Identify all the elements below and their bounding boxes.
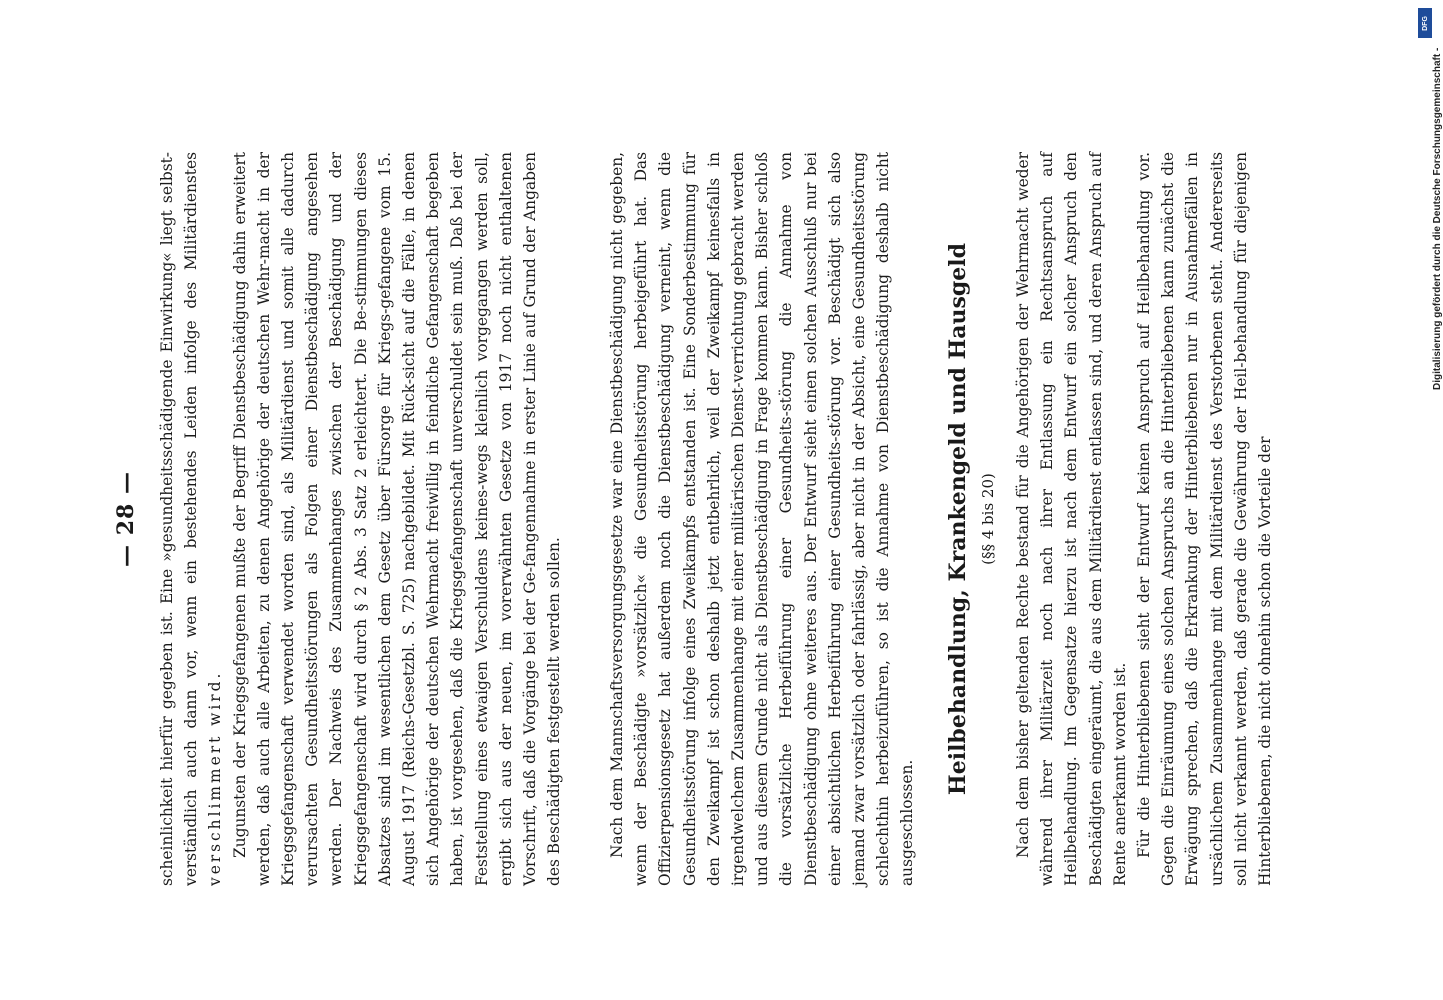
text-block-2	[605, 152, 920, 886]
dfg-logo	[1418, 8, 1432, 38]
page-number: — 28 —	[113, 471, 139, 567]
paragraph-text: scheinlichkeit hierfür gegeben ist. Eine »gesundheitsschädigende Einwirkung« liegt selbst-verständlich auch dann vor, wenn ein bestehendes Leiden infolge des Militärdienstes	[158, 152, 201, 886]
section-subheading: (§§ 4 bis 20)	[979, 473, 997, 565]
paragraph: Nach dem Mannschaftsversorgungsgesetze war eine Dienstbeschädigung nicht gegeben, wenn der Beschädigte »vorsätzlich« die Gesundheitsstörung herbeigeführt hat. Das Offizierpensionsgesetz hat außerdem noch die Dienstbeschädigung verneint, wenn die Gesundheitsstörung infolge eines Zweikampfs entstanden ist. Eine Sonderbestimmung für den Zweikampf ist schon deshalb jetzt entbehrlich, weil der Zweikampf keinesfalls in irgendwelchem Zusammenhange mit einer militärischen Dienst-verrichtung gebracht werden und aus diesem Grunde nicht als Dienstbeschädigung in Frage kommen kann. Bisher schloß die vorsätzliche Herbeiführung einer Gesundheits-störung die Annahme von Dienstbeschädigung ohne weiteres aus. Der Entwurf sieht einen solchen Ausschluß nur bei einer absichtlichen Herbeiführung einer Gesundheits-störung vor. Beschädigt sich also jemand zwar vorsätzlich oder fahrlässig, aber nicht in der Absicht, eine Gesundheitsstörung schlechthin herbeizuführen, so ist die Annahme von Dienstbeschädigung deshalb nicht ausgeschlossen.	[608, 152, 917, 886]
rotated-document-page	[113, 152, 1285, 886]
text-block-1	[155, 152, 566, 886]
spaced-emphasis: verschlimmert wird.	[206, 670, 225, 886]
paragraph	[155, 152, 228, 886]
digitization-credit: Digitalisierung gefördert durch die Deutsche Forschungsgemeinschaft -	[1432, 47, 1443, 390]
paragraph: Für die Hinterbliebenen sieht der Entwurf keinen Anspruch auf Heilbehandlung vor. Gegen die Einräumung eines solchen Anspruchs an die Hinterbliebenen kann zunächst die Erwägung sprechen, daß die Erkrankung der Hinterbliebenen nur in Ausnahmefällen in ursächlichem Zusammenhange mit dem Militärdienst des Verstorbenen steht. Andererseits soll nicht verkannt werden, daß gerade die Gewährung der Heil-behandlung für diejenigen Hinterbliebenen, die nicht ohnehin schon die Vorteile der	[1135, 152, 1275, 886]
text-block-3	[1011, 152, 1277, 886]
paragraph: Nach dem bisher geltenden Rechte bestand für die Angehörigen der Wehrmacht weder während ihrer Militärzeit noch nach ihrer Entlassung ein Rechtsanspruch auf Heilbehandlung. Im Gegensatze hierzu ist nach dem Entwurf ein solcher Anspruch den Beschädigten eingeräumt, die aus dem Militärdienst entlassen sind, und deren Anspruch auf Rente anerkannt worden ist.	[1014, 152, 1129, 886]
paragraph: Zugunsten der Kriegsgefangenen mußte der Begriff Dienstbeschädigung dahin erweitert werden, daß auch alle Arbeiten, zu denen Angehörige der deutschen Wehr-macht in der Kriegsgefangenschaft verwendet worden sind, als Militärdienst und somit alle dadurch verursachten Gesundheitsstörungen als Folgen einer Dienstbeschädigung angesehen werden. Der Nachweis des Zusammenhanges zwischen der Beschädigung und der Kriegsgefangenschaft wird durch § 2 Abs. 3 Satz 2 erleichtert. Die Be-stimmungen dieses Absatzes sind im wesentlichen dem Gesetz über Fürsorge für Kriegs-gefangene vom 15. August 1917 (Reichs-Gesetzbl. S. 725) nachgebildet. Mit Rück-sicht auf die Fälle, in denen sich Angehörige der deutschen Wehrmacht freiwillig in feindliche Gefangenschaft begeben haben, ist vorgesehen, daß die Kriegsgefangenschaft unverschuldet sein muß. Daß bei der Feststellung eines etwaigen Verschuldens keines-wegs kleinlich vorgegangen werden soll, ergibt sich aus der neuen, im vorerwähnten Gesetze von 1917 noch nicht enthaltenen Vorschrift, daß die Vorgänge bei der Ge-fangennahme in erster Linie auf Grund der Angaben des Beschädigten festgestellt werden sollen.	[230, 152, 564, 886]
section-heading: Heilbehandlung, Krankengeld und Hausgeld	[945, 242, 971, 796]
dfg-logo-text: DFG	[1421, 15, 1429, 31]
